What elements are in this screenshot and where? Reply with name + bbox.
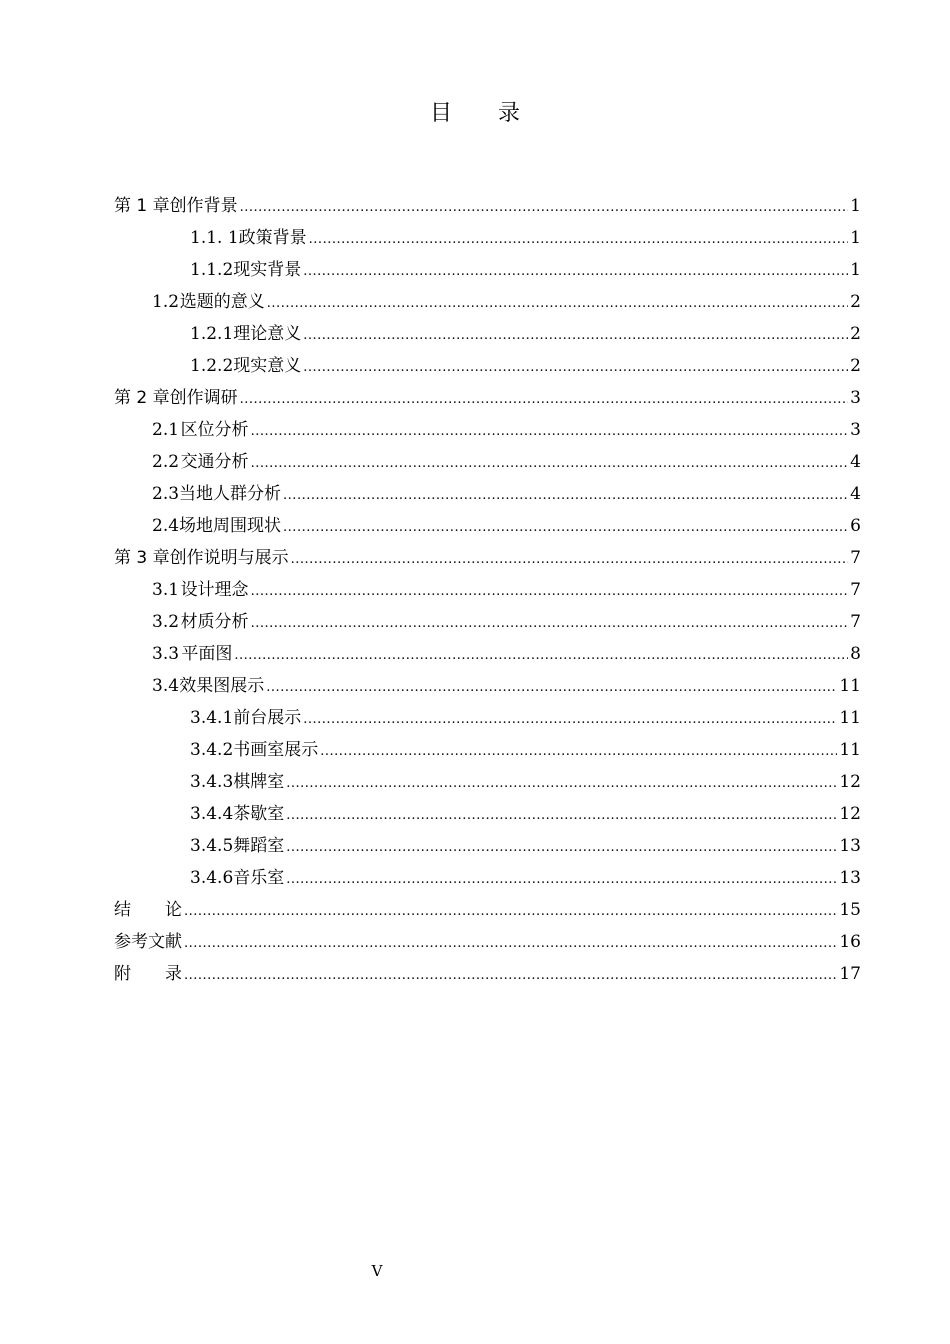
toc-entry-page: 4 [850,484,861,504]
toc-leader-dots [303,320,848,352]
toc-entry-page: 8 [850,644,861,664]
toc-entry-page: 1 [850,260,861,280]
toc-entry-page: 15 [839,900,861,920]
toc-leader-dots [286,768,837,800]
toc-entry-page: 6 [850,516,861,536]
toc-leader-dots [184,896,837,928]
toc-leader-dots [266,672,837,704]
toc-entry[interactable] [114,510,861,542]
toc-entry[interactable] [114,222,861,254]
toc-entry-number: 第 3 章 [114,548,170,568]
toc-entry-label: 书画室展示 [233,740,319,760]
toc-leader-dots [286,864,837,896]
toc-entry-number: 3.4.5 [190,836,234,856]
toc-entry[interactable] [114,606,861,638]
toc-entry-label: 结 论 [114,900,182,920]
toc-leader-dots [283,512,848,544]
toc-entry-number: 第 1 章 [114,196,170,216]
toc-entry-page: 17 [839,964,861,984]
toc-entry-label: 材质分析 [180,612,249,632]
toc-entry-label: 前台展示 [233,708,302,728]
toc-leader-dots [291,544,849,576]
toc-entry-page: 4 [850,452,861,472]
toc-entry-page: 7 [850,548,861,568]
toc-leader-dots [184,928,837,960]
toc-entry-number: 1.1.2 [190,260,234,280]
toc-entry-page: 13 [839,868,861,888]
toc-entry[interactable] [114,798,861,830]
toc-entry-number: 1.2.2 [190,356,234,376]
toc-entry-number: 3.4.3 [190,772,234,792]
toc-entry-label: 选题的意义 [179,292,265,312]
toc-entry-label: 参考文献 [114,932,182,952]
toc-entry-label: 音乐室 [233,868,285,888]
toc-entry-label: 当地人群分析 [179,484,282,504]
toc-entry[interactable] [114,862,861,894]
toc-entry-page: 12 [839,772,861,792]
toc-entry-page: 3 [850,420,861,440]
toc-leader-dots [309,224,849,256]
toc-leader-dots [251,576,849,608]
toc-entry-label: 茶歇室 [233,804,285,824]
toc-entry-label: 场地周围现状 [179,516,282,536]
toc-leader-dots [251,448,849,480]
toc-entry-label: 附 录 [114,964,182,984]
toc-entry[interactable] [114,894,861,926]
toc-entry-page: 1 [850,196,861,216]
toc-entry-number: 3.3 [152,644,180,664]
toc-entry-label: 理论意义 [233,324,302,344]
toc-entry[interactable] [114,350,861,382]
toc-leader-dots [234,640,848,672]
toc-entry[interactable] [114,734,861,766]
toc-entry-number: 2.2 [152,452,180,472]
toc-entry[interactable] [114,318,861,350]
toc-entry[interactable] [114,670,861,702]
toc-entry-number: 1.1. 1 [190,228,239,248]
toc-entry-page: 1 [850,228,861,248]
toc-leader-dots [267,288,848,320]
toc-entry-number: 3.2 [152,612,180,632]
toc-entry-label: 设计理念 [180,580,249,600]
toc-entry-number: 3.4.1 [190,708,234,728]
toc-entry-label: 现实意义 [233,356,302,376]
toc-entry[interactable] [114,478,861,510]
toc-entry[interactable] [114,574,861,606]
toc-leader-dots [184,960,837,992]
toc-entry-number: 3.4.4 [190,804,234,824]
toc-entry-label: 政策背景 [238,228,307,248]
toc-leader-dots [303,256,848,288]
toc-entry-label: 创作背景 [169,196,238,216]
toc-entry[interactable] [114,958,861,990]
toc-leader-dots [303,352,848,384]
toc-leader-dots [286,800,837,832]
toc-entry[interactable] [114,382,861,414]
title-char-left: 目 [429,101,452,126]
toc-entry-label: 效果图展示 [179,676,265,696]
toc-entry-page: 12 [839,804,861,824]
toc-entry-page: 16 [839,932,861,952]
toc-entry-label: 创作调研 [169,388,238,408]
toc-entry-page: 13 [839,836,861,856]
toc-entry-number: 3.4.2 [190,740,234,760]
toc-entry-page: 11 [839,708,861,728]
toc-entry[interactable] [114,190,861,222]
toc-entry[interactable] [114,286,861,318]
toc-leader-dots [303,704,837,736]
toc-entry-label: 交通分析 [180,452,249,472]
toc-entry-number: 2.1 [152,420,180,440]
toc-entry[interactable] [114,926,861,958]
toc-entry-number: 3.1 [152,580,180,600]
toc-entry-number: 3.4.6 [190,868,234,888]
toc-entry[interactable] [114,638,861,670]
toc-entry-page: 2 [850,324,861,344]
toc-entry[interactable] [114,766,861,798]
toc-entry-label: 现实背景 [233,260,302,280]
toc-leader-dots [251,416,849,448]
toc-entry-page: 2 [850,356,861,376]
toc-leader-dots [251,608,849,640]
table-of-contents [114,190,861,990]
toc-entry[interactable] [114,446,861,478]
toc-entry-label: 创作说明与展示 [169,548,289,568]
toc-entry-page: 11 [839,676,861,696]
toc-entry[interactable] [114,542,861,574]
page-title [0,96,950,127]
page-number-footer: V [371,1262,383,1280]
toc-entry-page: 7 [850,612,861,632]
toc-leader-dots [320,736,837,768]
toc-entry[interactable] [114,414,861,446]
toc-entry-number: 第 2 章 [114,388,170,408]
toc-entry-number: 2.3 [152,484,180,504]
toc-entry-page: 7 [850,580,861,600]
toc-entry[interactable] [114,254,861,286]
toc-leader-dots [286,832,837,864]
title-char-right: 录 [498,101,521,126]
toc-entry[interactable] [114,830,861,862]
toc-entry[interactable] [114,702,861,734]
toc-entry-page: 3 [850,388,861,408]
toc-entry-number: 3.4 [152,676,180,696]
toc-entry-page: 11 [839,740,861,760]
toc-leader-dots [283,480,848,512]
toc-entry-label: 区位分析 [180,420,249,440]
toc-leader-dots [240,384,849,416]
toc-entry-number: 1.2 [152,292,180,312]
toc-leader-dots [240,192,849,224]
toc-entry-number: 2.4 [152,516,180,536]
toc-entry-label: 舞蹈室 [233,836,285,856]
toc-entry-label: 平面图 [181,644,233,664]
toc-entry-number: 1.2.1 [190,324,234,344]
toc-entry-label: 棋牌室 [233,772,285,792]
toc-entry-page: 2 [850,292,861,312]
